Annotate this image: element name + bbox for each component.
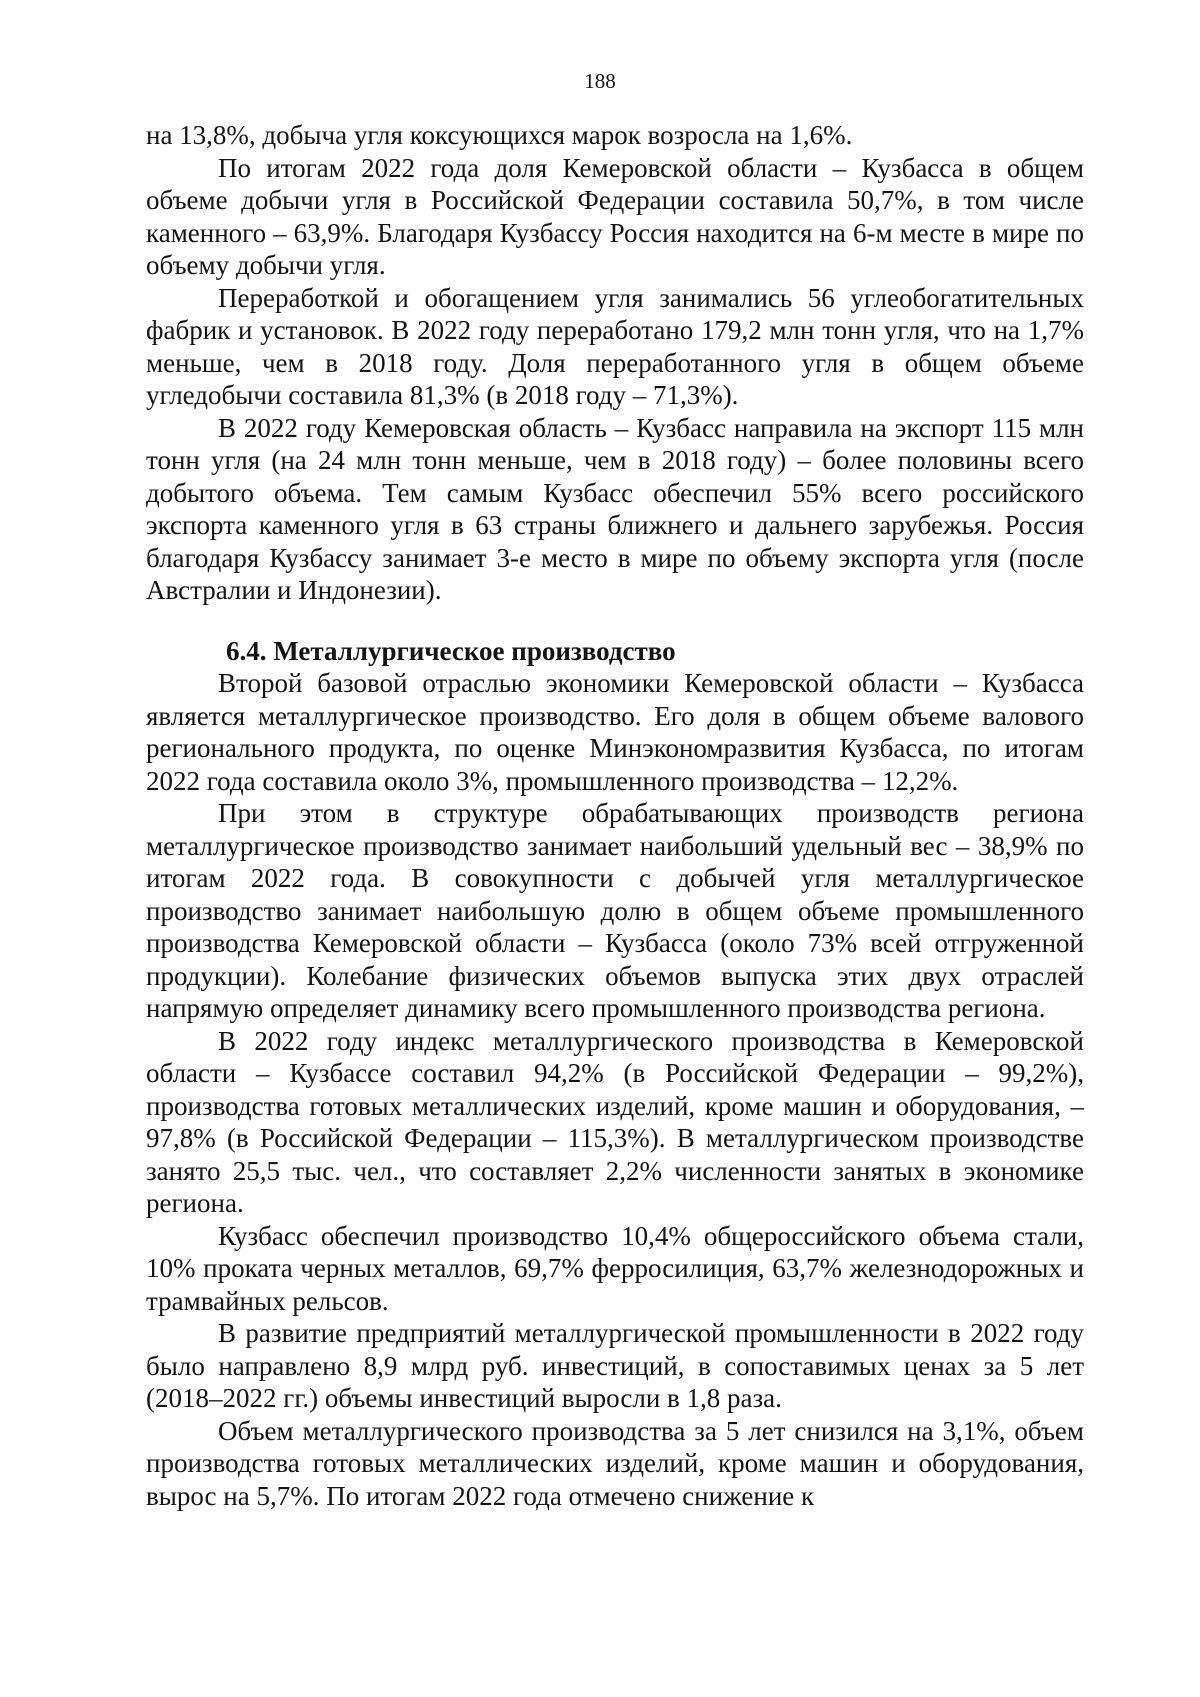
text-body (146, 119, 1084, 1512)
paragraph: При этом в структуре обрабатывающих производств региона металлургическое производство занимает наибольший удельный вес – 38,9% по итогам 2022 года. В совокупности с добычей угля металлургическое производство занимает наибольшую долю в общем объеме промышленного производства Кемеровской области – Кузбасса (около 73% всей отгруженной продукции). Колебание физических объемов выпуска этих двух отраслей напрямую определяет динамику всего промышленного производства региона. (146, 798, 1084, 1023)
paragraph: Кузбасс обеспечил производство 10,4% общероссийского объема стали, 10% проката черных металлов, 69,7% ферросилиция, 63,7% железнодорожных и трамвайных рельсов. (146, 1220, 1084, 1316)
page-number: 188 (584, 69, 616, 93)
paragraph: В развитие предприятий металлургической промышленности в 2022 году было направлено 8,9 млрд руб. инвестиций, в сопоставимых ценах за 5 лет (2018–2022 гг.) объемы инвестиций выросли в 1,8 раза. (146, 1318, 1084, 1413)
paragraph: Переработкой и обогащением угля занимались 56 углеобогатительных фабрик и установок. В 2022 году переработано 179,2 млн тонн угля, что на 1,7% меньше, чем в 2018 году. Доля переработанного угля в общем объеме угледобычи составила 81,3% (в 2018 году – 71,3%). (146, 282, 1084, 410)
paragraph: В 2022 году Кемеровская область – Кузбасс направила на экспорт 115 млн тонн угля (на 24 млн тонн меньше, чем в 2018 году) – более половины всего добытого объема. Тем самым Кузбасс обеспечил 55% всего российского экспорта каменного угля в 63 страны ближнего и дальнего зарубежья. Россия благодаря Кузбассу занимает 3-е место в мире по объему экспорта угля (после Австралии и Индонезии). (146, 412, 1084, 605)
paragraph: Второй базовой отраслью экономики Кемеровской области – Кузбасса является металлургическое производство. Его доля в общем объеме валового регионального продукта, по оценке Минэкономразвития Кузбасса, по итогам 2022 года составила около 3%, промышленного производства – 12,2%. (146, 668, 1084, 796)
paragraph: В 2022 году индекс металлургического производства в Кемеровской области – Кузбассе составил 94,2% (в Российской Федерации – 99,2%), производства готовых металлических изделий, кроме машин и оборудования, – 97,8% (в Российской Федерации – 115,3%). В металлургическом производстве занято 25,5 тыс. чел., что составляет 2,2% численности занятых в экономике региона. (146, 1025, 1084, 1218)
section-heading: 6.4. Металлургическое производство (226, 635, 676, 666)
paragraph: Объем металлургического производства за 5 лет снизился на 3,1%, объем производства готовых металлических изделий, кроме машин и оборудования, вырос на 5,7%. По итогам 2022 года отмечено снижение к (146, 1415, 1084, 1511)
paragraph: на 13,8%, добыча угля коксующихся марок возросла на 1,6%. (146, 120, 853, 150)
paragraph: По итогам 2022 года доля Кемеровской области – Кузбасса в общем объеме добычи угля в Российской Федерации составила 50,7%, в том числе каменного – 63,9%. Благодаря Кузбассу Россия находится на 6-м месте в мире по объему добычи угля. (146, 152, 1084, 280)
